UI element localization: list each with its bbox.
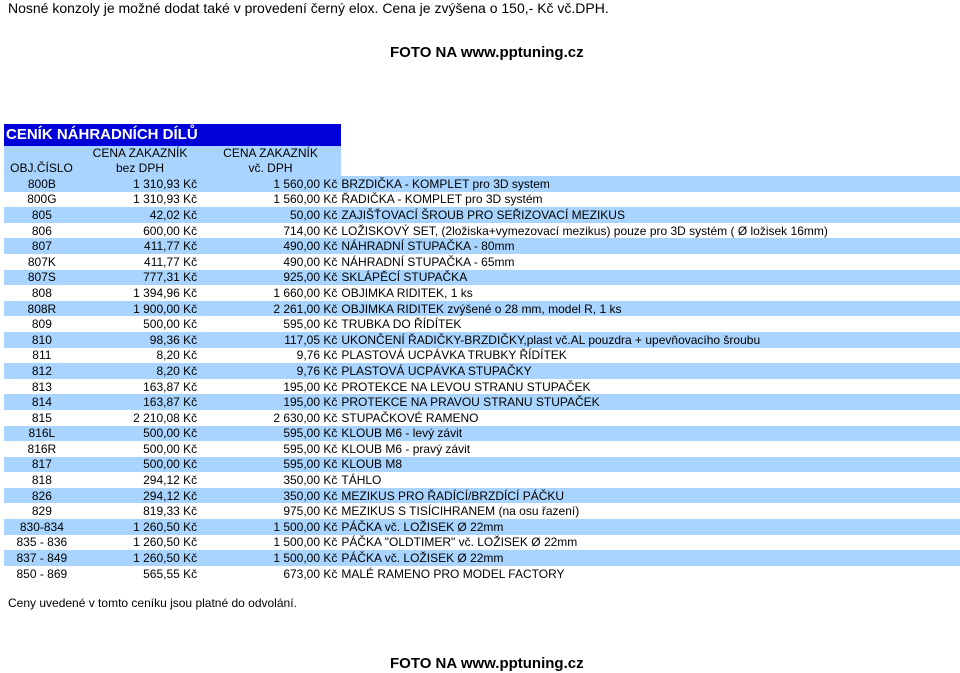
header-price-ex-vat: bez DPH bbox=[115, 161, 165, 175]
table-row bbox=[4, 285, 960, 301]
price-inc-vat: 117,05 Kč bbox=[199, 332, 339, 348]
part-description: UKONČENÍ ŘADIČKY-BRZDIČKY,plast vč.AL pouzdra + upevňovacího šroubu bbox=[339, 332, 960, 348]
table-row bbox=[4, 270, 960, 286]
foto-link-top[interactable]: FOTO NA www.pptuning.cz bbox=[390, 44, 584, 61]
part-code: 807S bbox=[4, 270, 80, 286]
price-inc-vat: 1 560,00 Kč bbox=[199, 176, 339, 192]
price-inc-vat: 350,00 Kč bbox=[199, 472, 339, 488]
part-code: 806 bbox=[4, 223, 80, 239]
part-description: TRUBKA DO ŘÍDÍTEK bbox=[339, 316, 960, 332]
price-inc-vat: 50,00 Kč bbox=[199, 207, 339, 223]
part-code: 816L bbox=[4, 426, 80, 442]
part-description: PÁČKA vč. LOŽISEK Ø 22mm bbox=[339, 519, 960, 535]
price-inc-vat: 595,00 Kč bbox=[199, 441, 339, 457]
part-description: OBJIMKA RIDITEK, 1 ks bbox=[339, 285, 960, 301]
part-code: 817 bbox=[4, 457, 80, 473]
table-row bbox=[4, 550, 960, 566]
table-row bbox=[4, 535, 960, 551]
price-inc-vat: 1 500,00 Kč bbox=[199, 550, 339, 566]
part-description: OBJIMKA RIDITEK zvýšené o 28 mm, model R, 1 ks bbox=[339, 301, 960, 317]
part-description: TÁHLO bbox=[339, 472, 960, 488]
part-code: 812 bbox=[4, 363, 80, 379]
price-ex-vat: 819,33 Kč bbox=[80, 503, 199, 519]
part-description: PÁČKA "OLDTIMER" vč. LOŽISEK Ø 22mm bbox=[339, 535, 960, 551]
part-code: 805 bbox=[4, 207, 80, 223]
table-row bbox=[4, 379, 960, 395]
table-row bbox=[4, 207, 960, 223]
price-ex-vat: 1 900,00 Kč bbox=[80, 301, 199, 317]
part-code: 807 bbox=[4, 238, 80, 254]
price-ex-vat: 1 260,50 Kč bbox=[80, 550, 199, 566]
part-code: 810 bbox=[4, 332, 80, 348]
price-inc-vat: 490,00 Kč bbox=[199, 238, 339, 254]
part-code: 800G bbox=[4, 192, 80, 208]
price-inc-vat: 714,00 Kč bbox=[199, 223, 339, 239]
part-description: PROTEKCE NA LEVOU STRANU STUPAČEK bbox=[339, 379, 960, 395]
part-description: PÁČKA vč. LOŽISEK Ø 22mm bbox=[339, 550, 960, 566]
price-ex-vat: 2 210,08 Kč bbox=[80, 410, 199, 426]
price-ex-vat: 98,36 Kč bbox=[80, 332, 199, 348]
price-inc-vat: 2 630,00 Kč bbox=[199, 410, 339, 426]
price-inc-vat: 1 660,00 Kč bbox=[199, 285, 339, 301]
price-ex-vat: 163,87 Kč bbox=[80, 379, 199, 395]
price-ex-vat: 163,87 Kč bbox=[80, 394, 199, 410]
part-code: 818 bbox=[4, 472, 80, 488]
part-code: 835 - 836 bbox=[4, 535, 80, 551]
price-ex-vat: 600,00 Kč bbox=[80, 223, 199, 239]
price-ex-vat: 500,00 Kč bbox=[80, 426, 199, 442]
part-description: LOŽISKOVÝ SET, (2ložiska+vymezovací mezikus) pouze pro 3D systém ( Ø ložisek 16mm) bbox=[339, 223, 960, 239]
price-inc-vat: 195,00 Kč bbox=[199, 379, 339, 395]
price-ex-vat: 294,12 Kč bbox=[80, 472, 199, 488]
price-ex-vat: 1 310,93 Kč bbox=[80, 176, 199, 192]
table-row bbox=[4, 441, 960, 457]
part-description: MEZIKUS PRO ŘADÍCÍ/BRZDÍCÍ PÁČKU bbox=[339, 488, 960, 504]
price-ex-vat: 500,00 Kč bbox=[80, 441, 199, 457]
table-row bbox=[4, 316, 960, 332]
price-ex-vat: 294,12 Kč bbox=[80, 488, 199, 504]
table-row bbox=[4, 394, 960, 410]
header-price-inc-vat: vč. DPH bbox=[248, 161, 293, 175]
part-code: 815 bbox=[4, 410, 80, 426]
part-code: 800B bbox=[4, 176, 80, 192]
header-price-customer-2: CENA ZAKAZNÍK bbox=[223, 146, 318, 160]
table-row bbox=[4, 223, 960, 239]
table-row bbox=[4, 176, 960, 192]
table-row bbox=[4, 192, 960, 208]
part-code: 850 - 869 bbox=[4, 566, 80, 582]
part-description: SKLÁPĚCÍ STUPAČKA bbox=[339, 270, 960, 286]
price-inc-vat: 490,00 Kč bbox=[199, 254, 339, 270]
price-inc-vat: 595,00 Kč bbox=[199, 426, 339, 442]
price-ex-vat: 777,31 Kč bbox=[80, 270, 199, 286]
price-ex-vat: 1 260,50 Kč bbox=[80, 519, 199, 535]
table-row bbox=[4, 332, 960, 348]
price-ex-vat: 500,00 Kč bbox=[80, 457, 199, 473]
part-code: 811 bbox=[4, 348, 80, 364]
notice-text: Nosné konzoly je možné dodat také v provedení černý elox. Cena je zvýšena o 150,- Kč vč.DPH. bbox=[8, 0, 609, 16]
part-description: KLOUB M6 - levý závit bbox=[339, 426, 960, 442]
part-description: NÁHRADNÍ STUPAČKA - 65mm bbox=[339, 254, 960, 270]
part-code: 826 bbox=[4, 488, 80, 504]
table-row bbox=[4, 566, 960, 582]
price-ex-vat: 1 394,96 Kč bbox=[80, 285, 199, 301]
part-description: STUPAČKOVÉ RAMENO bbox=[339, 410, 960, 426]
price-ex-vat: 565,55 Kč bbox=[80, 566, 199, 582]
table-row bbox=[4, 363, 960, 379]
table-row bbox=[4, 503, 960, 519]
price-inc-vat: 595,00 Kč bbox=[199, 316, 339, 332]
header-price-customer-1: CENA ZAKAZNÍK bbox=[92, 146, 188, 160]
part-description: ŘADIČKA - KOMPLET pro 3D systém bbox=[339, 192, 960, 208]
price-inc-vat: 9,76 Kč bbox=[199, 363, 339, 379]
table-row bbox=[4, 457, 960, 473]
price-inc-vat: 1 500,00 Kč bbox=[199, 535, 339, 551]
price-inc-vat: 1 500,00 Kč bbox=[199, 519, 339, 535]
part-description: ZAJIŠŤOVACÍ ŠROUB PRO SEŘIZOVACÍ MEZIKUS bbox=[339, 207, 960, 223]
price-ex-vat: 411,77 Kč bbox=[80, 254, 199, 270]
part-description: KLOUB M6 - pravý závit bbox=[339, 441, 960, 457]
price-inc-vat: 1 560,00 Kč bbox=[199, 192, 339, 208]
price-inc-vat: 350,00 Kč bbox=[199, 488, 339, 504]
part-code: 814 bbox=[4, 394, 80, 410]
part-code: 830-834 bbox=[4, 519, 80, 535]
part-description: BRZDIČKA - KOMPLET pro 3D system bbox=[339, 176, 960, 192]
price-ex-vat: 42,02 Kč bbox=[80, 207, 199, 223]
part-code: 837 - 849 bbox=[4, 550, 80, 566]
table-row bbox=[4, 254, 960, 270]
foto-link-bottom[interactable]: FOTO NA www.pptuning.cz bbox=[390, 655, 584, 672]
part-code: 829 bbox=[4, 503, 80, 519]
price-inc-vat: 2 261,00 Kč bbox=[199, 301, 339, 317]
price-ex-vat: 411,77 Kč bbox=[80, 238, 199, 254]
price-ex-vat: 1 260,50 Kč bbox=[80, 535, 199, 551]
part-description: PLASTOVÁ UCPÁVKA STUPAČKY bbox=[339, 363, 960, 379]
table-row bbox=[4, 426, 960, 442]
part-description: MALÉ RAMENO PRO MODEL FACTORY bbox=[339, 566, 960, 582]
price-inc-vat: 975,00 Kč bbox=[199, 503, 339, 519]
part-code: 813 bbox=[4, 379, 80, 395]
part-code: 807K bbox=[4, 254, 80, 270]
table-row bbox=[4, 301, 960, 317]
price-list-title: CENÍK NÁHRADNÍCH DÍLŮ bbox=[4, 124, 341, 146]
price-inc-vat: 673,00 Kč bbox=[199, 566, 339, 582]
part-code: 808R bbox=[4, 301, 80, 317]
table-row bbox=[4, 238, 960, 254]
part-description: PLASTOVÁ UCPÁVKA TRUBKY ŘÍDÍTEK bbox=[339, 348, 960, 364]
part-code: 808 bbox=[4, 285, 80, 301]
table-row bbox=[4, 519, 960, 535]
footer-note: Ceny uvedené v tomto ceníku jsou platné do odvolání. bbox=[8, 596, 297, 610]
part-description: MEZIKUS S TISÍCIHRANEM (na osu řazení) bbox=[339, 503, 960, 519]
price-ex-vat: 8,20 Kč bbox=[80, 348, 199, 364]
price-inc-vat: 195,00 Kč bbox=[199, 394, 339, 410]
price-ex-vat: 500,00 Kč bbox=[80, 316, 199, 332]
price-inc-vat: 595,00 Kč bbox=[199, 457, 339, 473]
price-ex-vat: 1 310,93 Kč bbox=[80, 192, 199, 208]
price-inc-vat: 925,00 Kč bbox=[199, 270, 339, 286]
price-ex-vat: 8,20 Kč bbox=[80, 363, 199, 379]
header-order-number: OBJ.ČÍSLO bbox=[10, 161, 73, 175]
table-row bbox=[4, 410, 960, 426]
part-code: 809 bbox=[4, 316, 80, 332]
table-row bbox=[4, 348, 960, 364]
part-description: PROTEKCE NA PRAVOU STRANU STUPAČEK bbox=[339, 394, 960, 410]
part-code: 816R bbox=[4, 441, 80, 457]
table-row bbox=[4, 488, 960, 504]
part-description: KLOUB M8 bbox=[339, 457, 960, 473]
table-row bbox=[4, 472, 960, 488]
part-description: NÁHRADNÍ STUPAČKA - 80mm bbox=[339, 238, 960, 254]
price-inc-vat: 9,76 Kč bbox=[199, 348, 339, 364]
price-table bbox=[4, 176, 960, 581]
